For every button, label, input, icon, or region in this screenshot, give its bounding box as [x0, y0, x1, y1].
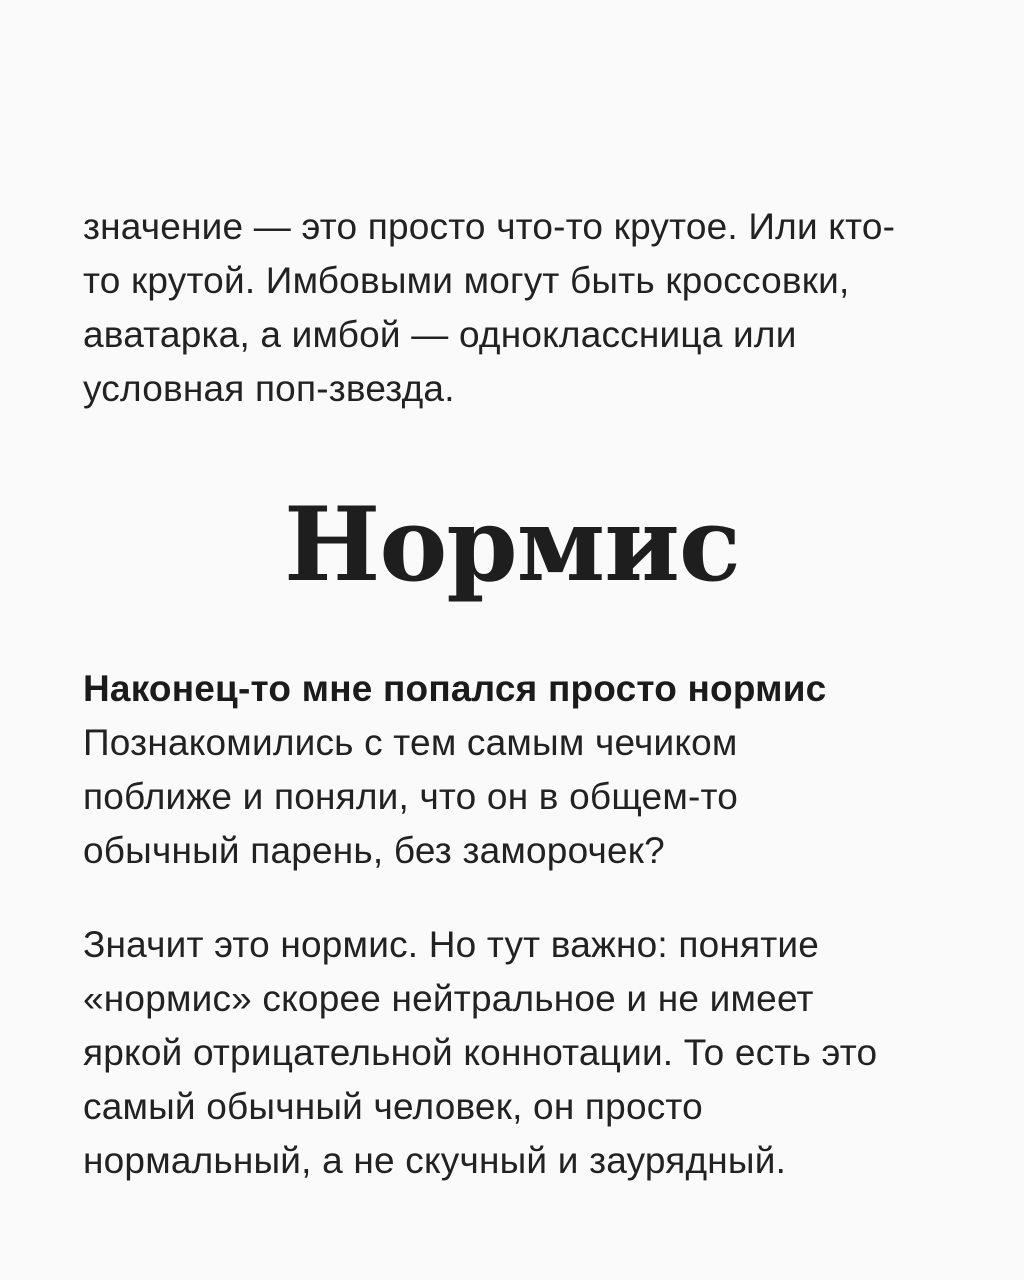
paragraph-line: обычный парень, без заморочек? — [83, 830, 665, 871]
lead-sentence: Наконец-то мне попался просто нормис — [83, 668, 827, 709]
paragraph-line: «нормис» скорее нейтральное и не имеет — [83, 978, 814, 1019]
paragraph-line: нормальный, а не скучный и заурядный. — [83, 1140, 787, 1181]
paragraph-line: Значит это нормис. Но тут важно: понятие — [83, 924, 820, 965]
paragraph-line: самый обычный человек, он просто — [83, 1086, 703, 1127]
section-paragraph-2 — [83, 918, 943, 1188]
intro-line: аватарка, а имбой — одноклассница или — [83, 314, 797, 355]
section-paragraph-1 — [83, 662, 943, 878]
intro-line: то крутой. Имбовыми могут быть кроссовки, — [83, 260, 850, 301]
paragraph-line: Познакомились с тем самым чечиком — [83, 722, 738, 763]
intro-line: условная поп-звезда. — [83, 368, 455, 409]
section-title: Нормис — [283, 485, 741, 605]
paragraph-line: яркой отрицательной коннотации. То есть это — [83, 1032, 878, 1073]
paragraph-line: поближе и поняли, что он в общем-то — [83, 776, 738, 817]
intro-line: значение — это просто что-то крутое. Или кто- — [83, 206, 896, 247]
intro-paragraph — [83, 200, 943, 416]
